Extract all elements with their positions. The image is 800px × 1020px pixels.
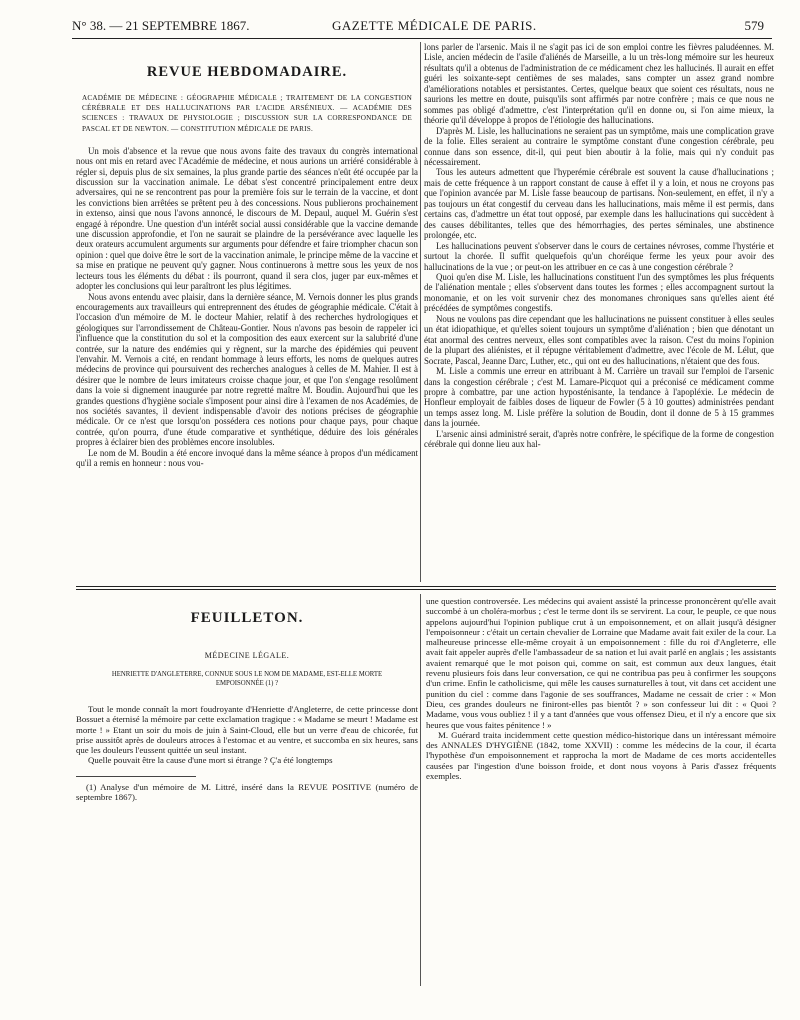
revue-paragraph: Tous les auteurs admettent que l'hyperémie cérébrale est souvent la cause d'hallucinations ; mais de cette fréquence à un rapport constant de cause à effet il y a loin, et nous ne croyons pas que l'opinion avancée par M. Lisle fasse beaucoup de partisans. Non-seulement, en effet, il n'y a pas toujours un état congestif du cerveau dans les hallucinations, mais même il est permis, dans certains cas, d'admettre un état tout opposé, par exemple dans les hallucinations qui succèdent à des causes débilitantes, telles que des hémorrhagies, des pertes séminales, une abstinence prolongée, etc.: [424, 167, 774, 241]
feuilleton-paragraph: M. Guérard traita incidemment cette question médico-historique dans un intéressant mémoire des ANNALES D'HYGIÈNE (1842, tome XXVII) : comme les médecins de la cour, il écarta l'hypothèse d'un empoisonnement et rapprocha la mort de Madame de ces morts accidentelles causées par l'ingestion d'une boisson froide, et dont nous voyons à Paris d'assez fréquents exemples.: [426, 729, 776, 782]
revue-paragraph: M. Lisle a commis une erreur en attribuant à M. Carrière un travail sur l'emploi de l'arsenic dans la congestion cérébrale ; c'est M. Lamare-Picquot qui a préconisé ce médicament comme propre à combattre, par une action hyposténisante, la tendance à l'apopléxie. Le médecin de Honfleur employait de faibles doses de liqueur de Fowler (5 à 10 gouttes) administrées pendant un temps assez long. M. Lisle préfère la solution de Boudin, dont il donne de 5 à 15 grammes dans la journée.: [424, 366, 774, 429]
feuilleton-title: FEUILLETON.: [190, 610, 304, 626]
revue-paragraph: L'arsenic ainsi administré serait, d'après notre confrère, le spécifique de la forme de congestion cérébrale qui donne lieu aux hal-: [424, 428, 774, 450]
revue-paragraph: Nous avons entendu avec plaisir, dans la dernière séance, M. Vernois donner les plus grands encouragements aux travailleurs qui entreprennent des études de géographie médicale. C'était à l'occasion d'un mémoire de M. le docteur Mahier, relatif à des recherches hydrologiques et géologiques sur l'arrondissement de Château-Gontier. Nous n'avons pas besoin de rappeler ici l'influence que la constitution du sol et la composition des eaux exercent sur la salubrité d'une contrée, sur la nature des endémies qui y règnent, sur la marche des épidémies qui peuvent l'envahir. M. Vernois a cité, en rendant hommage à leurs efforts, les noms de quelques autres médecins de province qui poursuivent des recherches analogues à celles de M. Mahier. Il est à désirer que le nombre de leurs imitateurs croisse chaque jour, et que l'on s'engage resolûment dans la voie si dignement inaugurée par notre regretté maître M. Boudin. Aujourd'hui que les grandes questions d'hygiène sociale s'imposent pour ainsi dire à l'examen de nos Académies, de nos sociétés savantes, il devient indispensable d'avoir des notions précises de géographie médicale. Or ce n'est que lorsqu'on possédera ces notions pour chaque pays, pour chaque contrée, qu'on pourra, d'une étude comparative et synthétique, déduire des lois générales propres à éclairer bien des problèmes encore insolubles.: [76, 291, 418, 448]
feuilleton-paragraph: Quelle pouvait être la cause d'une mort si étrange ? Ç'a été longtemps: [88, 755, 333, 766]
revue-paragraph: lons parler de l'arsenic. Mais il ne s'agit pas ici de son emploi contre les fièvres paludéennes. M. Lisle, ancien médecin de l'asile d'aliénés de Marseille, a lu un très-long mémoire sur les heureux résultats qu'il a obtenus de l'administration de ce médicament chez les hallucinés. Il aurait en effet guéri les soixante-sept centièmes de ses malades, sans compter un assez grand nombre d'améliorations notables et persistantes. Certes, quelque beaux que soient ces résultats, nous ne saurions les mettre en doute, puisqu'ils sont affirmés par notre confrère ; mais ce que nous ne sommes pas obligé d'admettre, c'est l'interprétation qu'il en donne ou, si l'on aime mieux, la théorie qu'il développe à propos de l'étiologie des hallucinations.: [424, 42, 774, 126]
column-divider: [420, 42, 421, 582]
revue-paragraph: Un mois d'absence et la revue que nous avons faite des travaux du congrès international nous ont mis en retard avec l'Académie de médecine, et nous aurions un arriéré considérable à régler si, depuis plus de six semaines, la plus grande partie des séances n'eût été occupée par la discussion sur la vaccination animale. Le débat s'est concentré principalement entre deux adversaires, qui ne se rencontrent pas pour la première fois sur le terrain de la vaccine, et dont les convictions bien arrêtées se prêtent peu à des concessions. Nous publierons prochainement in extenso, ainsi que nous l'avons annoncé, le discours de M. Depaul, auquel M. Guérin s'est engagé à répondre. Une question d'un intérêt social aussi considérable que la vaccine demande une discussion approfondie, et l'on ne saurait se plaindre de la persévérance avec laquelle les deux orateurs accumulent arguments sur arguments pour défendre et faire triompher chacun son opinion : quel que doive être le sort de la vaccination animale, le principe même de la vaccine et sa mise en pratique ne peuvent qu'y gagner. Nous continuerons à mettre sous les yeux de nos lecteurs tous les éléments du débat : ils pourront, quand il sera clos, juger par eux-mêmes et adopter les conclusions qui leur paraîtront les plus légitimes.: [76, 145, 418, 292]
revue-left-column: [76, 42, 418, 582]
footnote-rule: [76, 776, 196, 777]
revue-right-column: [424, 42, 774, 582]
page-header: [72, 14, 772, 39]
page-number: 579: [744, 18, 764, 33]
feuilleton-paragraph: une question controversée. Les médecins qui avaient assisté la princesse prononcèrent qu'elle avait succombé à un choléra-morbus ; c'est le terme dont ils se servirent. La cour, le peuple, ce que nous appelons aujourd'hui l'opinion publique crut à un empoisonnement, et on allait jusqu'à désigner l'empoisonneur : c'était un certain chevalier de Lorraine que Madame avait fait exiler de la cour. La malheureuse princesse elle-même croyait à un empoisonnement : fille du roi d'Angleterre, elle avait fait appeler auprès d'elle l'ambassadeur de sa nation et lui avait parlé en anglais ; les assistants avaient remarqué que le mot poison qui, comme on sait, est commun aux deux langues, était revenu plusieurs fois dans leur conversation, ce qui ne contribua pas peu à confirmer les soupçons d'un crime. Enfin le catholicisme, qui mêle les causes surnaturelles à tout, vit dans cet accident une punition du ciel : comme dans l'agonie de ses souffrances, Madame ne cessait de crier : « Mon Dieu, ces grandes douleurs ne finiront-elles pas bientôt ? » son confesseur lui dit : « Quoi ? Madame, vous vous oubliez ! il y a tant d'années que vous offensez Dieu, et il n'y a encore que six heures que vous faites pénitence ! »: [426, 596, 776, 730]
feuilleton-section: MÉDECINE LÉGALE.: [204, 651, 290, 660]
journal-title: GAZETTE MÉDICALE DE PARIS.: [332, 18, 537, 33]
revue-title: REVUE HEBDOMADAIRE.: [146, 64, 348, 80]
feuilleton-left-column: [76, 596, 418, 992]
issue-number: N° 38. — 21 SEPTEMBRE 1867.: [72, 18, 250, 33]
revue-paragraph: Quoi qu'en dise M. Lisle, les hallucinations constituent l'un des symptômes les plus fréquents de l'aliénation mentale ; elles s'observent dans toutes les formes ; elles accompagnent surtout la monomanie, et on les voit survenir chez des monomanes chroniques sans qu'elles aient été précédées de symptômes congestifs.: [424, 271, 774, 314]
revue-paragraph: Nous ne voulons pas dire cependant que les hallucinations ne puissent constituer à elles seules un état idiopathique, et qu'elles soient toujours un symptôme d'aliénation ; bien que dénotant un état anormal des centres nerveux, elles sont compatibles avec la raison. C'est du moins l'opinion de la plupart des aliénistes, et il répugne véritablement d'admettre, avec l'école de M. Lélut, que Socrate, Pascal, Jeanne Darc, Luther, etc., qui ont eu des hallucinations, n'étaient que des fous.: [424, 313, 774, 366]
feuilleton-right-column: [426, 596, 776, 992]
revue-summary: ACADÉMIE DE MÉDECINE : GÉOGRAPHIE MÉDICALE ; TRAITEMENT DE LA CONGESTION CÉRÉBRALE ET DES HALLUCINATIONS PAR L'ACIDE ARSÉNIEUX. — ACADÉMIE DES SCIENCES : TRAVAUX DE PHYSIOLOGIE ; DISCUSSION SUR LA CORRESPONDANCE DE PASCAL ET DE NEWTON. — CONSTITUTION MÉDICALE DE PARIS.: [82, 94, 412, 133]
revue-paragraph: D'après M. Lisle, les hallucinations ne seraient pas un symptôme, mais une complication grave de la folie. Elles seraient au contraire le symptôme constant d'une congestion cérébrale, peu connue dans son essence, dit-il, qui peut bien aboutir à la folie, mais qui n'y conduit pas nécessairement.: [424, 125, 774, 167]
revue-paragraph: Les hallucinations peuvent s'observer dans le cours de certaines névroses, comme l'hystérie et surtout la chorée. Il suffit quelquefois qu'un choréique ferme les yeux pour avoir des hallucinations de la vue ; or peut-on les attribuer en ce cas à une congestion cérébrale ?: [424, 240, 774, 272]
feuilleton-subtitle: HENRIETTE D'ANGLETERRE, CONNUE SOUS LE NOM DE MADAME, EST-ELLE MORTE EMPOISONNÉE (1) ?: [111, 671, 383, 687]
section-rule: [76, 586, 776, 587]
footnote: (1) Analyse d'un mémoire de M. Littré, inséré dans la REVUE POSITIVE (numéro de septembre 1867).: [76, 781, 418, 803]
column-divider: [420, 594, 421, 986]
revue-paragraph: Le nom de M. Boudin a été encore invoqué dans la même séance à propos d'un médicament qu'il a remis en honneur : nous vou-: [76, 447, 418, 468]
section-rule: [76, 589, 776, 590]
feuilleton-paragraph: Tout le monde connaît la mort foudroyante d'Henriette d'Angleterre, de cette princesse dont Bossuet a éternisé la mémoire par cette exclamation tragique : « Madame se meurt ! Madame est morte ! » Etant un soir du mois de juin à Saint-Cloud, elle but un verre d'eau de chicorée, fut prise aussitôt après de douleurs atroces à l'estomac et au ventre, et succomba en six heures, sans que les douleurs l'eussent quittée un seul instant.: [76, 704, 418, 756]
